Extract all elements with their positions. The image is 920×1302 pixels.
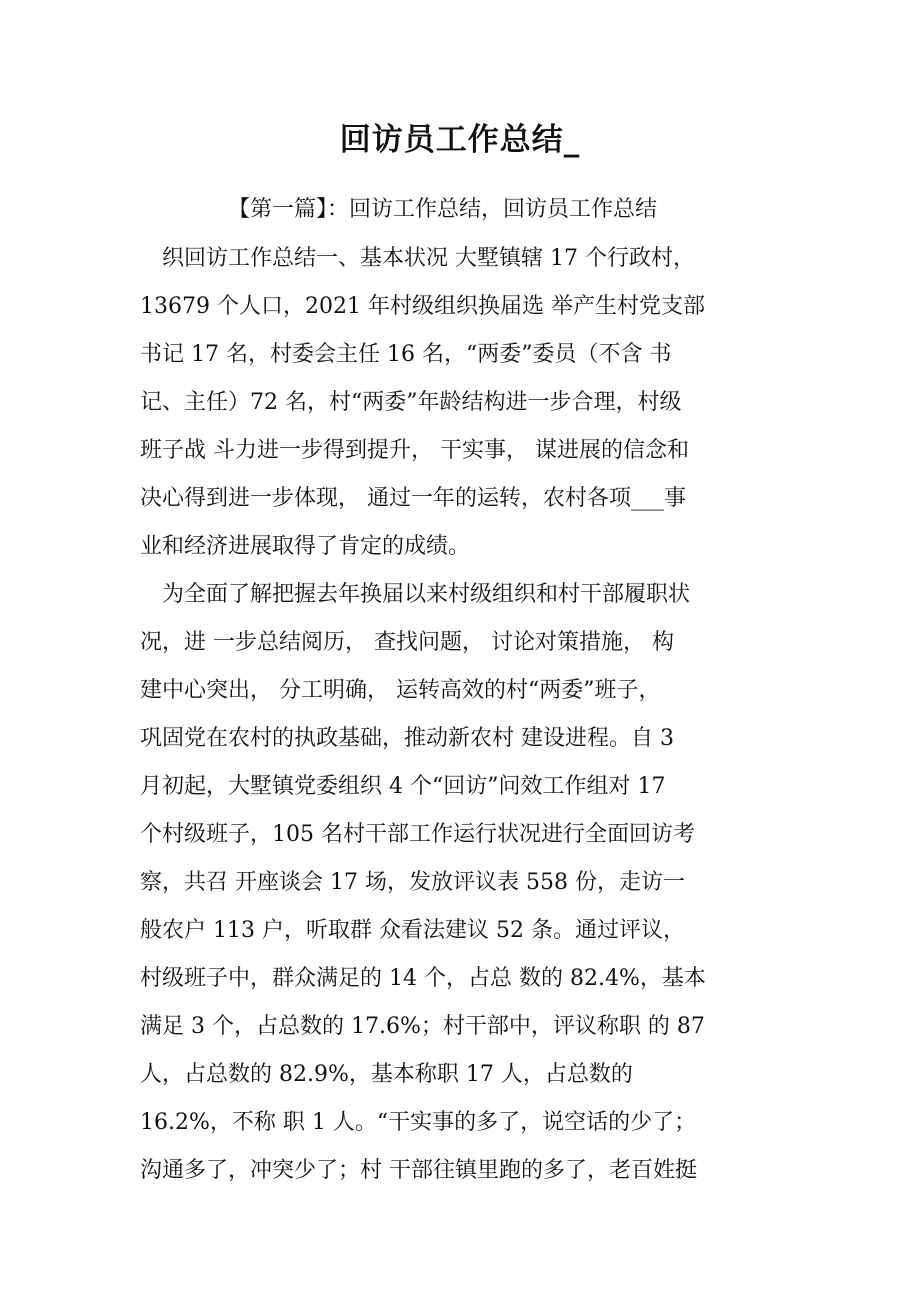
paragraph-line: 16.2%，不称 职 1 人。“干实事的多了，说空话的少了； <box>140 1110 697 1135</box>
paragraph-line: 为全面了解把握去年换届以来村级组织和村干部履职状 <box>162 582 691 607</box>
paragraph-line: 沟通多了，冲突少了；村 干部往镇里跑的多了，老百姓挺 <box>140 1158 697 1183</box>
paragraph-line: 月初起，大墅镇党委组织 4 个“回访”问效工作组对 17 <box>140 774 666 799</box>
paragraph-line: 记、主任）72 名，村“两委”年龄结构进一步合理，村级 <box>140 390 682 415</box>
paragraph-line: 决心得到进一步体现， 通过一年的运转，农村各项___事 <box>140 486 686 511</box>
paragraph-line: 班子战 斗力进一步得到提升， 干实事， 谋进展的信念和 <box>140 438 689 463</box>
paragraph-line: 般农户 113 户，听取群 众看法建议 52 条。通过评议， <box>140 918 685 943</box>
document-subtitle: 【第一篇】：回访工作总结，回访员工作总结 <box>228 197 658 222</box>
paragraph-line: 业和经济进展取得了肯定的成绩。 <box>140 534 471 559</box>
paragraph-line: 个村级班子，105 名村干部工作运行状况进行全面回访考 <box>140 822 695 847</box>
paragraph-line: 建中心突出， 分工明确， 运转高效的村“两委”班子， <box>140 678 661 703</box>
paragraph-line: 织回访工作总结一、基本状况 大墅镇辖 17 个行政村， <box>162 246 695 271</box>
document-title: 回访员工作总结_ <box>339 122 581 158</box>
paragraph-line: 村级班子中，群众满足的 14 个，占总 数的 82.4%，基本 <box>140 966 706 991</box>
paragraph-line: 察，共召 开座谈会 17 场，发放评议表 558 份，走访一 <box>140 870 685 895</box>
paragraph-line: 况，进 一步总结阅历， 查找问题， 讨论对策措施， 构 <box>140 630 674 655</box>
paragraph-line: 13679 个人口，2021 年村级组织换届选 举产生村党支部 <box>140 294 705 319</box>
paragraph-line: 巩固党在农村的执政基础，推动新农村 建设进程。自 3 <box>140 726 674 751</box>
paragraph-line: 人，占总数的 82.9%，基本称职 17 人，占总数的 <box>140 1062 633 1087</box>
paragraph-line: 书记 17 名，村委会主任 16 名，“两委”委员（不含 书 <box>140 342 672 367</box>
paragraph-line: 满足 3 个，占总数的 17.6%；村干部中，评议称职 的 87 <box>140 1014 705 1039</box>
